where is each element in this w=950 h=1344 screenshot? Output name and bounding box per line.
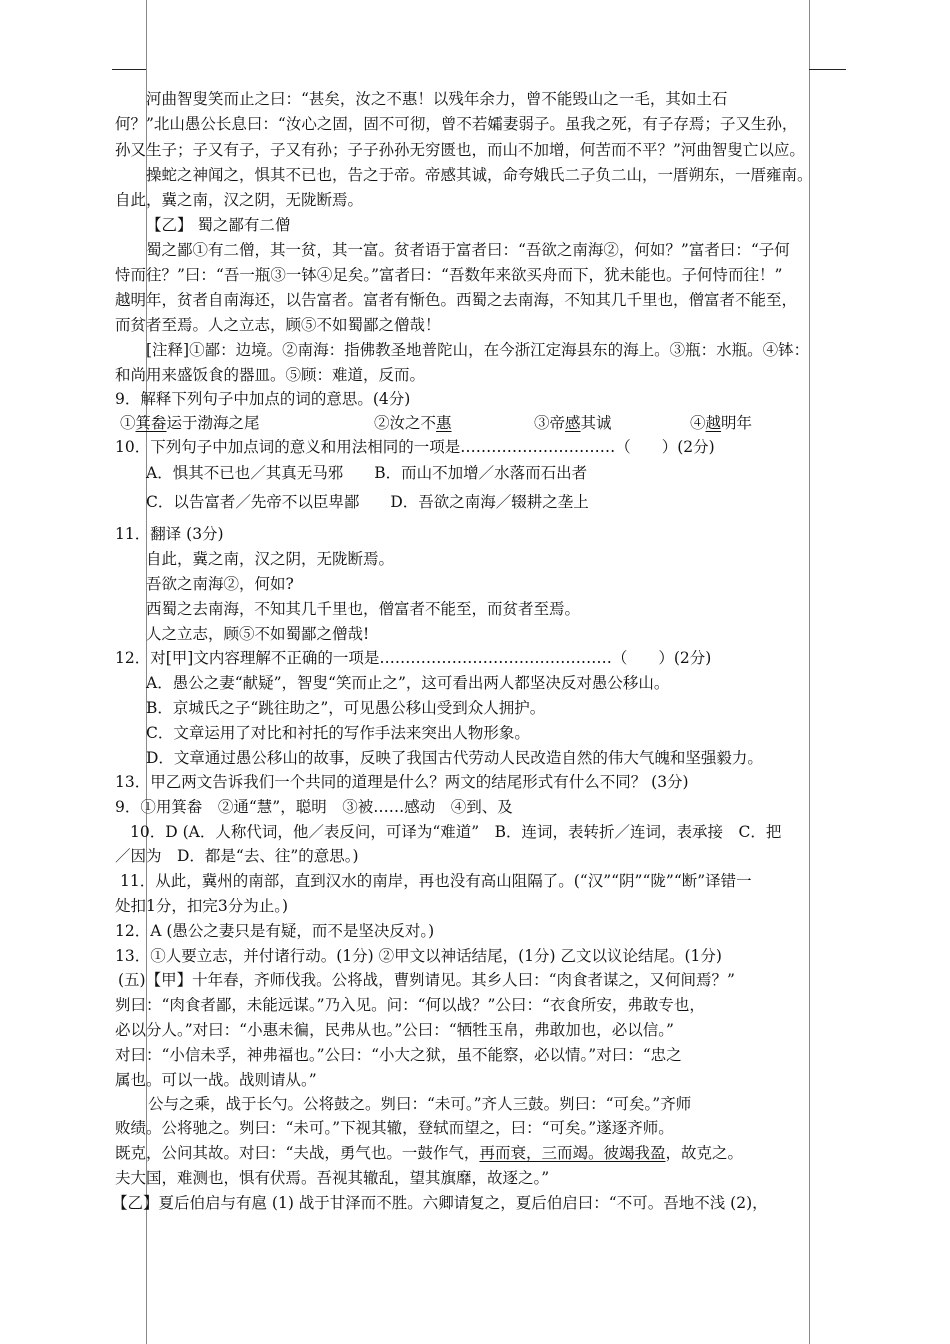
answer-9: 9．①用箕畚 ②通“慧”，聪明 ③被……感动 ④到、及 [115, 798, 513, 816]
yi-line-4: 而贫者至焉。人之立志，顾⑤不如蜀鄙之僧哉！ [115, 316, 441, 334]
q9-a-suffix: 运于渤海之尾 [166, 414, 260, 432]
section5-line-8-start: 既克，公问其故。对曰：“夫战，勇气也。一鼓作气， [115, 1144, 480, 1162]
yi-note-2: 和尚用来盛饭食的器皿。⑤顾：难道，反而。 [115, 366, 426, 384]
q9-item-b [374, 413, 452, 433]
jia-line-1: 河曲智叟笑而止之曰：“甚矣，汝之不惠！以残年余力，曾不能毁山之一毛，其如土石 [146, 90, 728, 108]
q9-d-suffix: 明年 [721, 414, 753, 432]
q9-a-word: 箕畚 [135, 414, 167, 432]
q11-stem: 11．翻译 (3分) [115, 525, 224, 543]
q9-a-prefix: ① [120, 414, 136, 432]
answer-13: 13．①人要立志，并付诸行动。(1分) ②甲文以神话结尾，(1分) 乙文以议论结尾。(1分) [115, 947, 722, 965]
q9-item-d [690, 413, 752, 433]
q9-c-word: 感 [565, 414, 581, 432]
answer-11-line-1: 11．从此，冀州的南部，直到汉水的南岸，再也没有高山阻隔了。(“汉”“阴”“陇”“断”译错一 [120, 872, 752, 890]
q12-stem: 12．对[甲]文内容理解不正确的一项是………………………………………（ ）(2分) [115, 649, 712, 667]
section5-line-8 [115, 1143, 743, 1163]
section5-line-7: 败绩。公将驰之。刿曰：“未可。”下视其辙，登轼而望之，曰：“可矣。”遂逐齐师。 [115, 1119, 674, 1137]
q11-sentence-3: 西蜀之去南海，不知其几千里也，僧富者不能至，而贫者至焉。 [146, 600, 581, 618]
section5-line-10: 【乙】夏后伯启与有扈 (1) 战于甘泽而不胜。六卿请复之，夏后伯启曰：“不可。吾地不浅 (2)， [112, 1194, 768, 1212]
section5-line-6: 公与之乘，战于长勺。公将鼓之。刿曰：“未可。”齐人三鼓。刿曰：“可矣。”齐师 [148, 1095, 692, 1113]
answer-11-line-2: 处扣1分，扣完3分为止。) [115, 897, 289, 915]
header-mark-left [112, 69, 146, 70]
answer-12: 12．A (愚公之妻只是有疑，而不是坚决反对。) [115, 922, 435, 940]
q10-options-cd: C．以告富者／先帝不以臣卑鄙 D．吾欲之南海／辍耕之垄上 [146, 493, 589, 511]
yi-note-1: [注释]①鄙：边境。②南海：指佛教圣地普陀山，在今浙江定海县东的海上。③瓶：水瓶。④钵： [146, 341, 810, 359]
q9-item-c [534, 413, 612, 433]
section5-underlined-phrase: 再而衰，三而竭。彼竭我盈 [479, 1144, 666, 1162]
q12-option-d: D．文章通过愚公移山的故事，反映了我国古代劳动人民改造自然的伟大气魄和坚强毅力。 [146, 749, 763, 767]
q13-stem: 13．甲乙两文告诉我们一个共同的道理是什么？两文的结尾形式有什么不同？ (3分) [115, 773, 689, 791]
answer-10-line-1: 10．D (A．人称代词，他／表反问，可译为“难道” B．连词，表转折／连词，表承接 C．把 [130, 823, 782, 841]
section5-line-1: (五)【甲】十年春，齐师伐我。公将战，曹刿请见。其乡人曰：“肉食者谋之，又何间焉？” [118, 971, 735, 989]
q11-sentence-2: 吾欲之南海②，何如? [146, 575, 294, 593]
section5-line-4: 对曰：“小信未孚，神弗福也。”公曰：“小大之狱，虽不能察，必以情。”对曰：“忠之 [115, 1046, 682, 1064]
jia-line-4: 操蛇之神闻之，惧其不已也，告之于帝。帝感其诚，命夸娥氏二子负二山，一厝朔东，一厝雍南。 [146, 166, 813, 184]
header-mark-right [809, 69, 846, 70]
section5-line-3: 必以分人。”对曰：“小惠未徧，民弗从也。”公曰：“牺牲玉帛，弗敢加也，必以信。” [115, 1021, 674, 1039]
q12-option-b: B．京城氏之子“跳往助之”，可见愚公移山受到众人拥护。 [146, 699, 546, 717]
right-margin-line [809, 0, 810, 1344]
section5-line-5: 属也。可以一战。战则请从。” [115, 1071, 317, 1089]
q9-b-prefix: ②汝之不 [374, 414, 437, 432]
section5-line-2: 刿曰：“肉食者鄙，未能远谋。”乃入见。问：“何以战？”公曰：“衣食所安，弗敢专也， [115, 996, 705, 1014]
jia-line-2: 何？”北山愚公长息曰：“汝心之固，固不可彻，曾不若孀妻弱子。虽我之死，有子存焉；子又生孙， [115, 115, 798, 133]
q10-options-ab: A．惧其不已也／其真无马邪 B．而山不加增／水落而石出者 [146, 464, 588, 482]
q10-stem: 10．下列句子中加点词的意义和用法相同的一项是…………………………（ ）(2分) [115, 438, 715, 456]
q12-option-a: A．愚公之妻“献疑”，智叟“笑而止之”，这可看出两人都坚决反对愚公移山。 [146, 674, 670, 692]
q12-option-c: C．文章运用了对比和衬托的写作手法来突出人物形象。 [146, 724, 530, 742]
q9-b-word: 惠 [436, 414, 452, 432]
jia-line-5: 自此，冀之南，汉之阴，无陇断焉。 [115, 191, 364, 209]
q9-stem: 9．解释下列句子中加点的词的意思。(4分) [115, 390, 411, 408]
section5-line-8-end: ，故克之。 [665, 1144, 743, 1162]
q11-sentence-1: 自此，冀之南，汉之阴，无陇断焉。 [146, 550, 395, 568]
yi-line-2: 恃而往？”曰：“吾一瓶③一钵④足矣。”富者曰：“吾数年来欲买舟而下，犹未能也。子何恃而往！” [115, 266, 783, 284]
yi-line-1: 蜀之鄙①有二僧，其一贫，其一富。贫者语于富者曰：“吾欲之南海②，何如？”富者曰：“子何 [146, 241, 790, 259]
q9-c-suffix: 其诚 [580, 414, 612, 432]
q9-d-prefix: ④ [690, 414, 706, 432]
q11-sentence-4: 人之立志，顾⑤不如蜀鄙之僧哉! [146, 625, 370, 643]
section5-line-9: 夫大国，难测也，惧有伏焉。吾视其辙乱，望其旗靡，故逐之。” [115, 1169, 550, 1187]
q9-item-a [120, 413, 260, 433]
yi-line-3: 越明年，贫者自南海还，以告富者。富者有惭色。西蜀之去南海，不知其几千里也，僧富者不能至， [115, 291, 798, 309]
q9-d-word: 越 [705, 414, 722, 432]
q9-c-prefix: ③帝 [534, 414, 566, 432]
jia-line-3: 孙又生子；子又有子，子又有孙；子子孙孙无穷匮也，而山不加增，何苦而不平？”河曲智叟亡以应。 [115, 141, 805, 159]
yi-heading: 【乙】 蜀之鄙有二僧 [146, 216, 291, 234]
answer-10-line-2: ／因为 D．都是“去、往”的意思。) [115, 847, 359, 865]
